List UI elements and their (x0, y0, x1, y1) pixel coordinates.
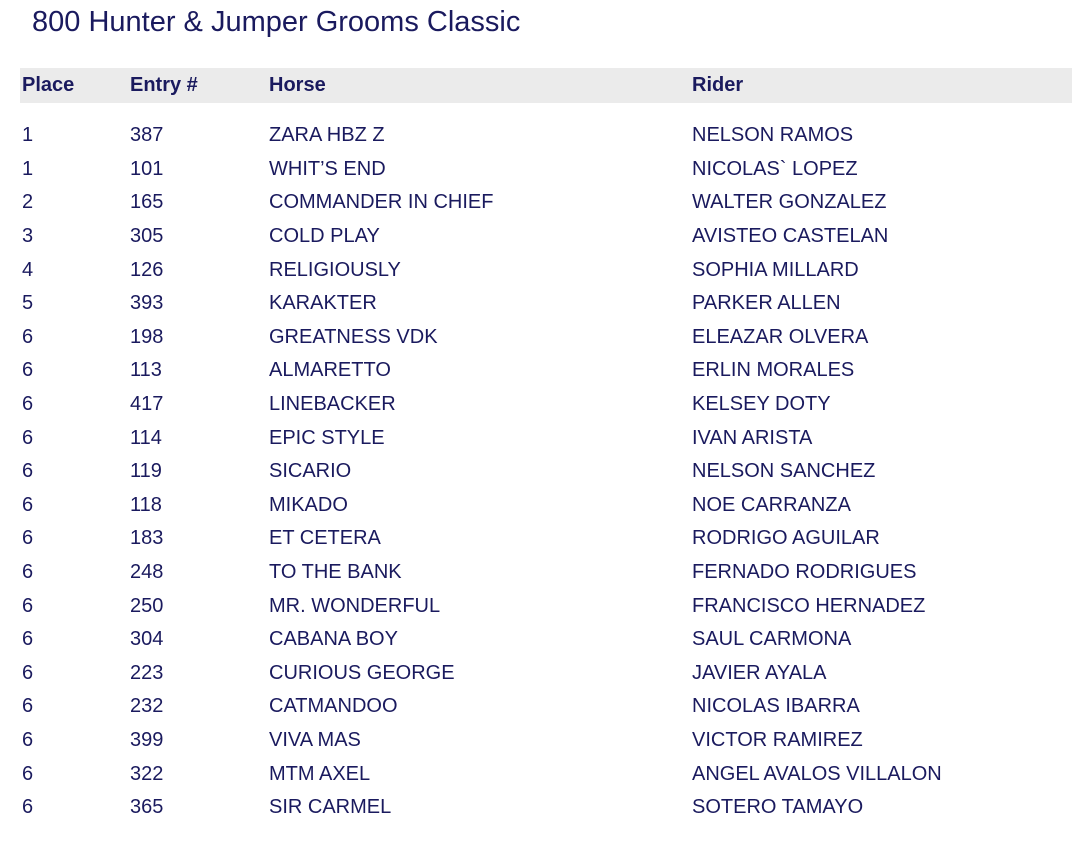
cell-place: 6 (22, 393, 34, 416)
cell-rider: NICOLAS` LOPEZ (692, 157, 858, 180)
cell-entry: 248 (130, 561, 164, 584)
cell-entry: 126 (130, 258, 164, 281)
table-row (20, 589, 1072, 623)
cell-place: 6 (22, 594, 34, 617)
cell-place: 6 (22, 460, 34, 483)
cell-horse: WHIT’S END (269, 157, 386, 180)
results-table (20, 68, 1072, 824)
cell-place: 6 (22, 695, 34, 718)
table-row (20, 690, 1072, 724)
cell-entry: 250 (130, 594, 164, 617)
cell-horse: SICARIO (269, 460, 352, 483)
cell-rider: KELSEY DOTY (692, 393, 831, 416)
table-row (20, 522, 1072, 556)
cell-rider: NELSON SANCHEZ (692, 460, 876, 483)
cell-horse: VIVA MAS (269, 728, 361, 751)
cell-place: 6 (22, 561, 34, 584)
cell-place: 6 (22, 527, 34, 550)
cell-entry: 305 (130, 225, 164, 248)
cell-horse: MR. WONDERFUL (269, 594, 441, 617)
cell-place: 3 (22, 225, 34, 248)
cell-rider: WALTER GONZALEZ (692, 191, 887, 214)
cell-place: 6 (22, 762, 34, 785)
cell-rider: SOTERO TAMAYO (692, 796, 864, 819)
cell-entry: 322 (130, 762, 164, 785)
column-header-place: Place (20, 68, 128, 103)
table-row (20, 321, 1072, 355)
page-title: 800 Hunter & Jumper Grooms Classic (32, 6, 521, 38)
cell-entry: 399 (130, 728, 164, 751)
cell-entry: 118 (130, 493, 162, 516)
cell-entry: 304 (130, 628, 164, 651)
cell-place: 6 (22, 796, 34, 819)
table-row (20, 455, 1072, 489)
cell-entry: 183 (130, 527, 164, 550)
cell-rider: AVISTEO CASTELAN (692, 225, 889, 248)
cell-rider: SAUL CARMONA (692, 628, 852, 651)
cell-entry: 113 (130, 359, 162, 382)
table-body (20, 103, 1072, 824)
cell-entry: 165 (130, 191, 164, 214)
cell-horse: MIKADO (269, 493, 348, 516)
cell-horse: COLD PLAY (269, 225, 380, 248)
cell-entry: 198 (130, 325, 164, 348)
cell-rider: FERNADO RODRIGUES (692, 561, 917, 584)
spacer-row (20, 103, 1072, 119)
cell-horse: RELIGIOUSLY (269, 258, 401, 281)
cell-horse: EPIC STYLE (269, 426, 385, 449)
cell-place: 6 (22, 325, 34, 348)
cell-entry: 101 (130, 157, 164, 180)
cell-place: 6 (22, 628, 34, 651)
cell-entry: 365 (130, 796, 164, 819)
cell-horse: LINEBACKER (269, 393, 396, 416)
table-row (20, 220, 1072, 254)
cell-rider: ERLIN MORALES (692, 359, 855, 382)
cell-rider: NOE CARRANZA (692, 493, 851, 516)
cell-horse: COMMANDER IN CHIEF (269, 191, 494, 214)
cell-rider: NICOLAS IBARRA (692, 695, 860, 718)
cell-place: 6 (22, 359, 34, 382)
cell-rider: JAVIER AYALA (692, 661, 827, 684)
cell-place: 6 (22, 493, 34, 516)
cell-rider: SOPHIA MILLARD (692, 258, 859, 281)
cell-place: 2 (22, 191, 34, 214)
cell-rider: NELSON RAMOS (692, 124, 854, 147)
table-row (20, 186, 1072, 220)
table-row (20, 354, 1072, 388)
table-row (20, 287, 1072, 321)
cell-place: 6 (22, 661, 34, 684)
table-row (20, 388, 1072, 422)
table-row (20, 657, 1072, 691)
cell-rider: VICTOR RAMIREZ (692, 728, 863, 751)
table-row (20, 153, 1072, 187)
cell-rider: RODRIGO AGUILAR (692, 527, 880, 550)
cell-rider: ANGEL AVALOS VILLALON (692, 762, 942, 785)
cell-horse: MTM AXEL (269, 762, 371, 785)
cell-horse: SIR CARMEL (269, 796, 392, 819)
table-row (20, 757, 1072, 791)
table-row (20, 421, 1072, 455)
table-header (20, 68, 1072, 103)
cell-horse: ZARA HBZ Z (269, 124, 385, 147)
cell-horse: CURIOUS GEORGE (269, 661, 455, 684)
cell-rider: IVAN ARISTA (692, 426, 813, 449)
cell-rider: ELEAZAR OLVERA (692, 325, 869, 348)
cell-entry: 393 (130, 292, 164, 315)
cell-horse: ET CETERA (269, 527, 381, 550)
table-row (20, 791, 1072, 825)
cell-entry: 223 (130, 661, 164, 684)
cell-horse: CABANA BOY (269, 628, 398, 651)
table-row (20, 489, 1072, 523)
table-row (20, 253, 1072, 287)
cell-horse: CATMANDOO (269, 695, 398, 718)
cell-horse: TO THE BANK (269, 561, 402, 584)
cell-place: 1 (22, 124, 34, 147)
cell-entry: 232 (130, 695, 164, 718)
cell-place: 4 (22, 258, 34, 281)
table-row (20, 556, 1072, 590)
column-header-entry: Entry # (128, 68, 267, 103)
cell-place: 5 (22, 292, 34, 315)
cell-entry: 417 (130, 393, 164, 416)
table-row (20, 119, 1072, 153)
cell-rider: FRANCISCO HERNADEZ (692, 594, 926, 617)
cell-horse: ALMARETTO (269, 359, 391, 382)
table-row (20, 623, 1072, 657)
cell-entry: 119 (130, 460, 162, 483)
cell-place: 6 (22, 426, 34, 449)
cell-rider: PARKER ALLEN (692, 292, 841, 315)
cell-place: 6 (22, 728, 34, 751)
column-header-horse: Horse (267, 68, 690, 103)
cell-horse: KARAKTER (269, 292, 377, 315)
cell-place: 1 (22, 157, 34, 180)
column-header-rider: Rider (690, 68, 1072, 103)
cell-horse: GREATNESS VDK (269, 325, 438, 348)
header-row (20, 68, 1072, 103)
cell-entry: 387 (130, 124, 164, 147)
cell-entry: 114 (130, 426, 162, 449)
table-row (20, 724, 1072, 758)
